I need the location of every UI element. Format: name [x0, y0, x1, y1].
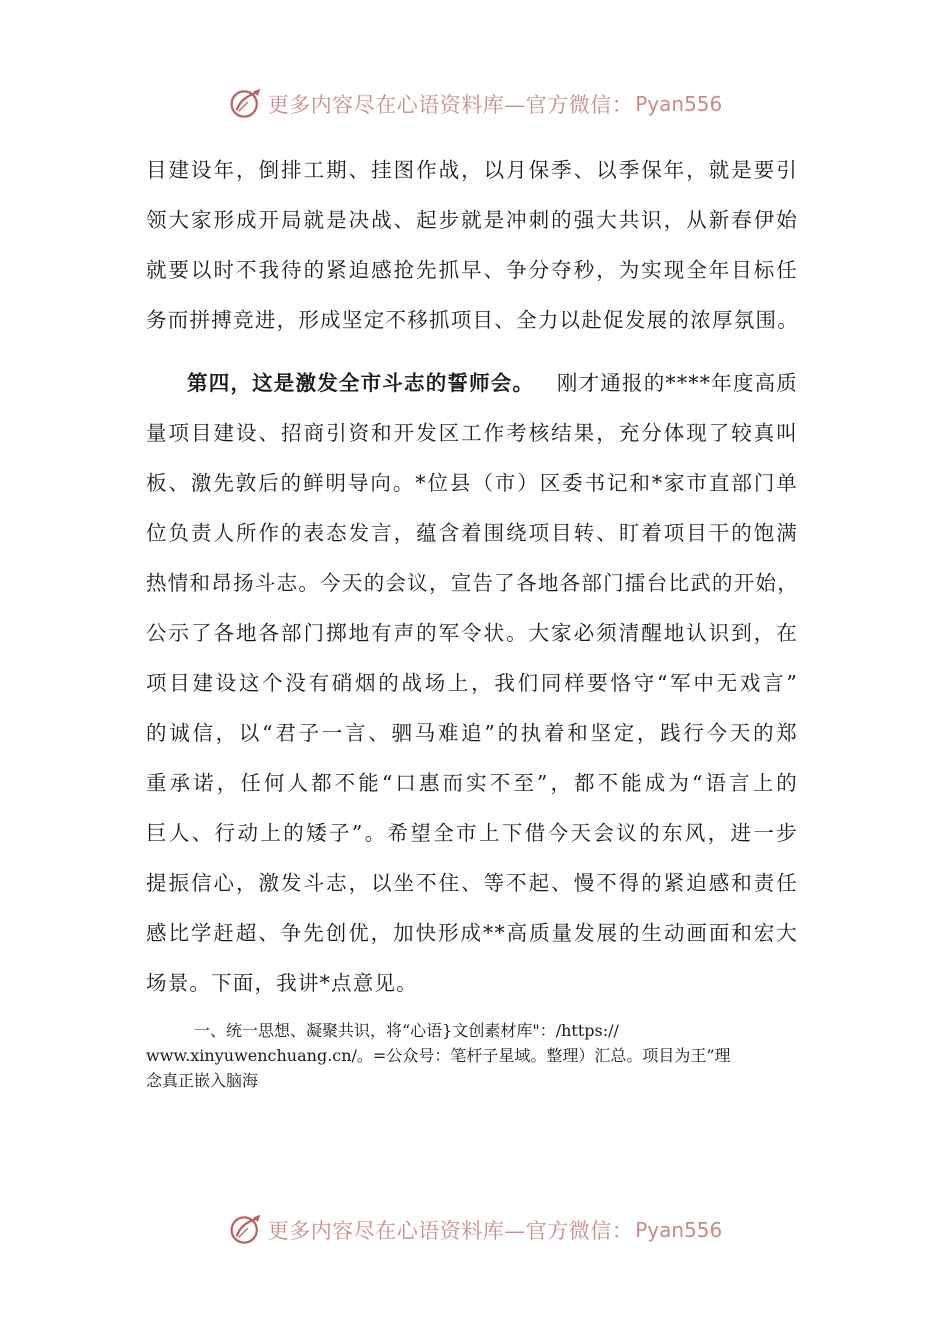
- text-line: 目建设年，倒排工期、挂图作战，以月保季、以季保年，就是要引: [146, 158, 798, 182]
- text-line: 量项目建设、招商引资和开发区工作考核结果，充分体现了较真叫: [146, 421, 798, 445]
- text-line-first: [146, 358, 798, 408]
- text-line: 位负责人所作的表态发言，蕴含着围绕项目转、盯着项目干的饱满: [146, 521, 798, 545]
- banner-text: 更多内容尽在心语资料库—官方微信：: [267, 93, 634, 117]
- text-line: 提振信心，激发斗志，以坐不住、等不起、慢不得的紧迫感和责任: [146, 871, 798, 895]
- banner-wechat-id: Pyan556: [635, 1218, 723, 1242]
- section-note: [146, 1018, 811, 1093]
- text-line: 公示了各地各部门掷地有声的军令状。大家必须清醒地认识到，在: [146, 621, 798, 645]
- note-line: 念真正嵌入脑海: [146, 1071, 259, 1090]
- banner-text: 更多内容尽在心语资料库—官方微信：: [267, 1219, 634, 1243]
- paragraph-1: [146, 145, 798, 345]
- text-line: 项目建设这个没有硝烟的战场上，我们同样要恪守“军中无戏言”: [146, 671, 798, 695]
- footer-watermark-banner: [0, 1208, 950, 1252]
- text-line: 领大家形成开局就是决战、起步就是冲刺的强大共识，从新春伊始: [146, 208, 798, 232]
- text-line: 巨人、行动上的矮子”。希望全市上下借今天会议的东风，进一步: [146, 821, 798, 845]
- pen-logo-icon: [228, 1212, 264, 1248]
- paragraph-heading: 第四，这是激发全市斗志的誓师会。: [187, 371, 535, 395]
- note-line: 一、统一思想、凝聚共识，将“心语}文创素材库"：/https://: [194, 1021, 619, 1040]
- header-watermark-banner: [0, 82, 950, 126]
- text-line-last: 场景。下面，我讲*点意见。: [146, 971, 418, 995]
- text-line: 的诚信，以“君子一言、驷马难追”的执着和坚定，践行今天的郑: [146, 721, 798, 745]
- text-line: 务而拼搏竞进，形成坚定不移抓项目、全力以赴促发展的浓厚氛围。: [146, 308, 798, 332]
- banner-wechat-id: Pyan556: [635, 92, 723, 116]
- heading-line-rest: 刚才通报的****年度高质: [556, 371, 798, 395]
- text-line: 感比学赶超、争先创优，加快形成**高质量发展的生动画面和宏大: [146, 921, 798, 945]
- text-line: 板、激先敦后的鲜明导向。*位县（市）区委书记和*家市直部门单: [146, 471, 798, 495]
- paragraph-2: [146, 358, 798, 1008]
- text-line: 热情和昂扬斗志。今天的会议，宣告了各地各部门擂台比武的开始，: [146, 571, 798, 595]
- text-line: 重承诺，任何人都不能“口惠而实不至”，都不能成为“语言上的: [146, 771, 798, 795]
- pen-logo-icon: [228, 86, 264, 122]
- note-line: www.xinyuwenchuang.cn/。=公众号：笔杆子星域。整理）汇总。项目为王”理: [146, 1046, 731, 1065]
- text-line: 就要以时不我待的紧迫感抢先抓早、争分夺秒，为实现全年目标任: [146, 258, 798, 282]
